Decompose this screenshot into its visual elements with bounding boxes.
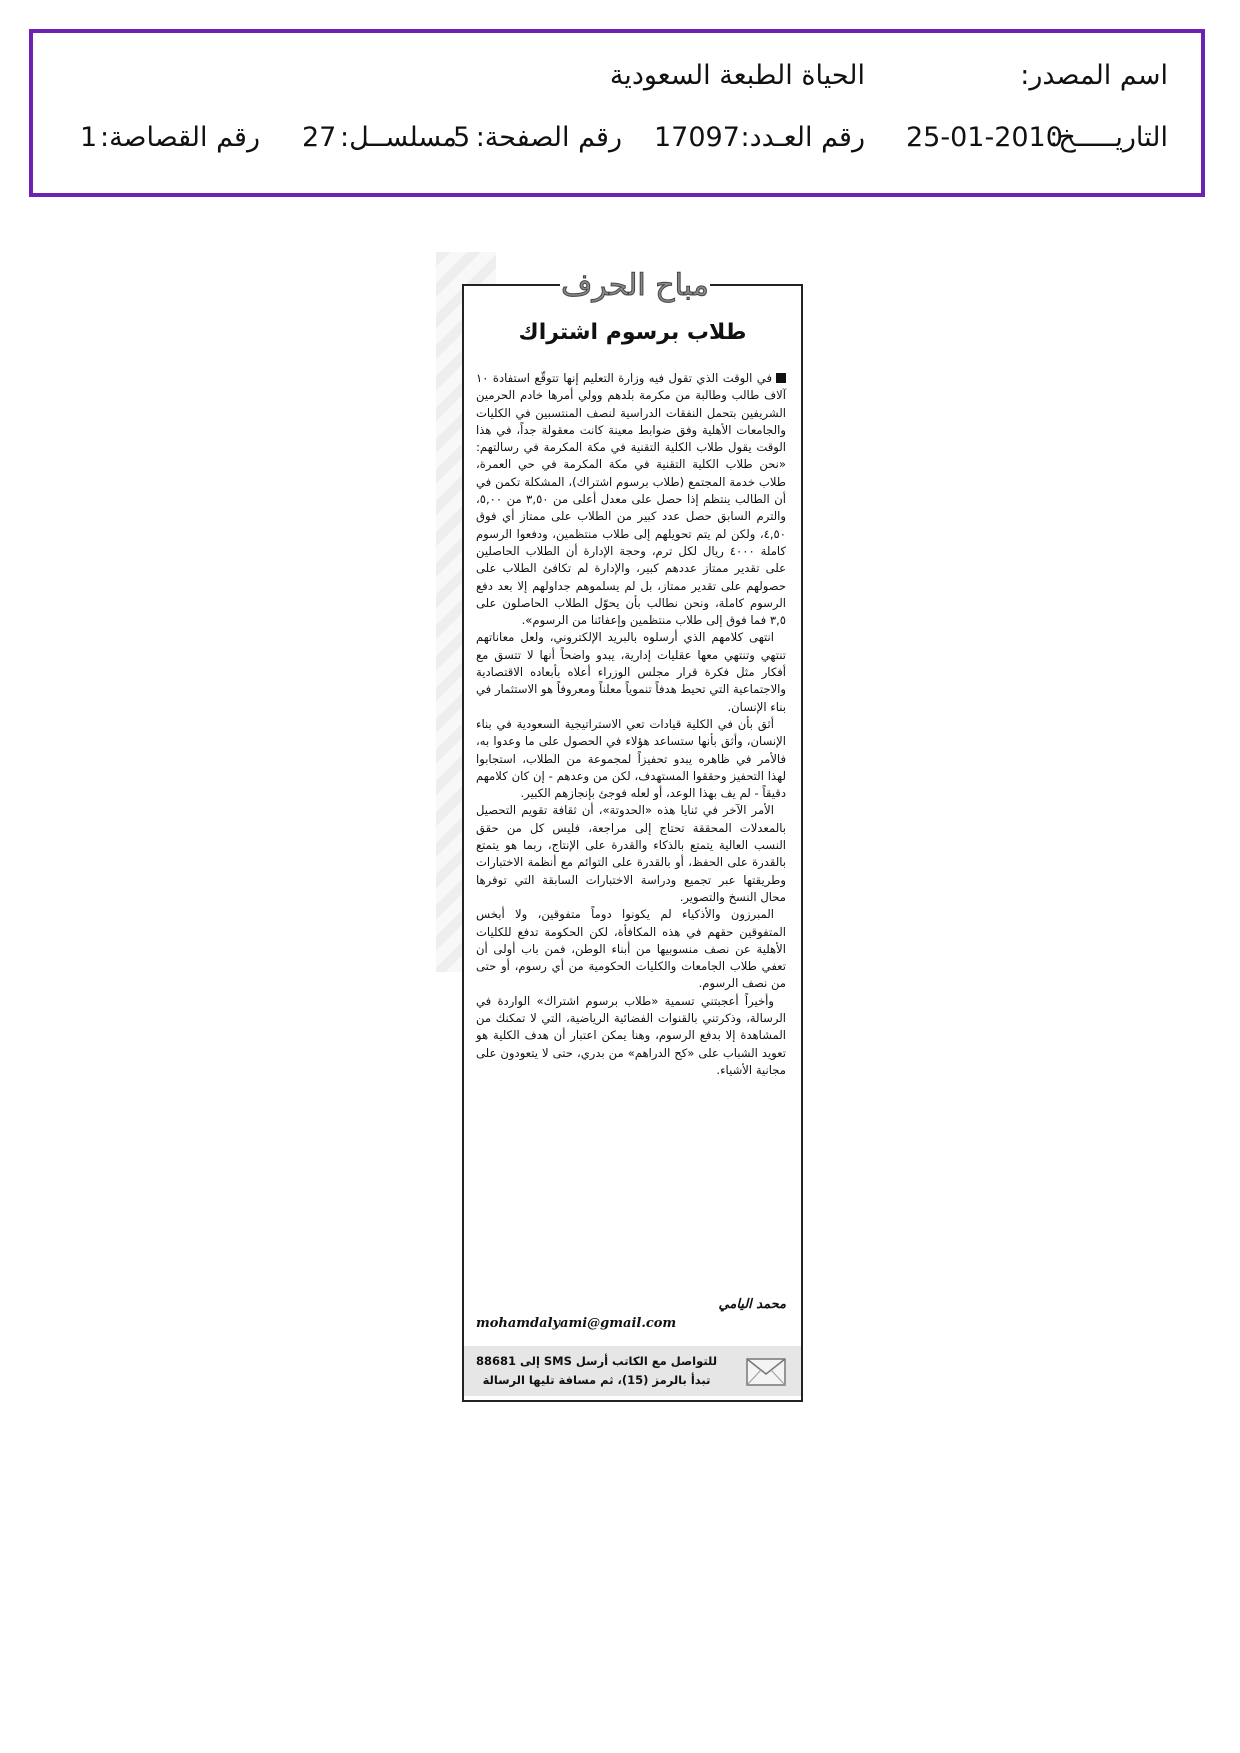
clip-label: رقم القصاصة: — [99, 122, 260, 153]
article-paragraph: انتهى كلامهم الذي أرسلوه بالبريد الإلكتروني، ولعل معاناتهم تنتهي وتنتهي معها عقليات إدارية، يبدو واضحاً أنها لا تتسق مع أفكار مثل فكرة قرار مجلس الوزراء أعلاه بأبعاده الاقتصادية والاجتماعية التي تحيط هدفاً تنموياً معلناً ومعروفاً هو الاستثمار في بناء الإنسان. — [476, 630, 786, 714]
clip-value: 1 — [80, 122, 98, 153]
sms-line-1: للتواصل مع الكاتب أرسل SMS إلى 88681 — [475, 1354, 718, 1368]
issue-value: 17097 — [654, 122, 740, 153]
serial-label: مسلســل: — [340, 122, 457, 153]
date-value: 25-01-2010 — [906, 122, 1063, 153]
column-name: مباح الحرف — [560, 262, 710, 310]
author-name: محمد اليامي — [718, 1297, 786, 1312]
page-value: 5 — [453, 122, 471, 153]
bullet-icon — [776, 373, 786, 383]
metadata-box — [29, 29, 1205, 197]
source-label: اسم المصدر: — [1020, 60, 1168, 91]
author-email: mohamdalyami@gmail.com — [476, 1316, 677, 1331]
article-paragraph: الأمر الآخر في ثنايا هذه «الحدوتة»، أن ثقافة تقويم التحصيل بالمعدلات المحققة تحتاج إلى مراجعة، فليس كل من حقق النسب العالية يتمتع بالذكاء والقدرة على الإنتاج، ربما هو يتمتع بالقدرة على الحفظ، أو بالقدرة على التوائم مع أنظمة الاختبارات وطريقتها عبر تجميع ودراسة الاختبارات السابقة التي توفرها محال النسخ والتصوير. — [476, 803, 786, 904]
article-paragraph: وأخيراً أعجبتني تسمية «طلاب برسوم اشتراك» الواردة في الرسالة، وذكرتني بالقنوات الفضائية الرياضية، التي لا تمكنك من المشاهدة إلا بدفع الرسوم، وهنا يمكن اعتبار أن هدف الكلية هو تعويد الشباب على «كح الدراهم» من بدري، حتى لا يتعودون على مجانية الأشياء. — [476, 993, 786, 1077]
article-paragraph: أثق بأن في الكلية قيادات تعي الاستراتيجية السعودية في بناء الإنسان، وأثق بأنها ستساعد هؤلاء في الحصول على ما وعدوا به، فالأمر في ظاهره يبدو تحفيزاً لمجموعة من الطلاب، استجابوا لهذا التحفيز وحققوا المستهدف، لكن من وعدهم - إن كان كلامهم دقيقاً - لم يف بهذا الوعد، أو لعله فوجئ بإنجازهم الكبير. — [476, 716, 786, 801]
serial-value: 27 — [302, 122, 337, 153]
article-paragraph: في الوقت الذي تقول فيه وزارة التعليم إنها تتوقّع استفادة ١٠ آلاف طالب وطالبة من مكرمة بلدهم وولي أمرها خادم الحرمين الشريفين بتحمل النفقات الدراسية لنصف المنتسبين في الكليات والجامعات الأهلية وفق ضوابط معينة كانت معقولة جداً، في هذا الوقت يقول طلاب الكلية التقنية في مكة المكرمة في رسالتهم: «نحن طلاب الكلية التقنية في مكة المكرمة في حي العمرة، طلاب خدمة المجتمع (طلاب برسوم اشتراك)، المشكلة تكمن في أن الطالب ينتظم إذا حصل على معدل أعلى من ٣,٥٠ من ٥,٠٠، والترم السابق حصل عدد كبير من الطلاب على ممتاز أي فوق ٤,٥٠، ولكن لم يتم تحويلهم إلى طلاب منتظمين، ودفعوا الرسوم كاملة ٤٠٠٠ ريال لكل ترم، وحجة الإدارة أن الطلاب الحاصلين على تقدير ممتاز عددهم كبير، والإدارة لم تكافئ الطلاب على حصولهم على تقدير ممتاز، بل لم يسلموهم جداولهم إلا بعد دفع الرسوم كاملة، ونحن نطالب بأن يحوّل الطلاب الحاصلون على ٣,٥ فما فوق إلى طلاب منتظمين وإعفائنا من الرسوم». — [476, 371, 786, 628]
envelope-icon — [746, 1358, 786, 1386]
article-body — [476, 370, 786, 1079]
sms-line-2: تبدأ بالرمز (15)، ثم مسافة تليها الرسالة — [482, 1373, 711, 1387]
sms-instructions — [474, 1352, 719, 1390]
date-label: التاريـــــخ: — [1049, 122, 1168, 153]
page-label: رقم الصفحة: — [475, 122, 622, 153]
source-value: الحياة الطبعة السعودية — [609, 60, 865, 91]
article-headline: طلاب برسوم اشتراك — [518, 320, 747, 345]
article-paragraph: المبرزون والأذكياء لم يكونوا دوماً متفوقين، ولا أبخس المتفوقين حقهم في هذه المكافأة، لكن الحكومة تدفع للكليات الأهلية عن نصف منسوبيها من أبناء الوطن، فمن باب أولى أن تعفي طلاب الجامعات والكليات الحكومية من أي رسوم، أو حتى من نصف الرسوم. — [476, 907, 786, 991]
issue-label: رقم العـدد: — [740, 122, 865, 153]
